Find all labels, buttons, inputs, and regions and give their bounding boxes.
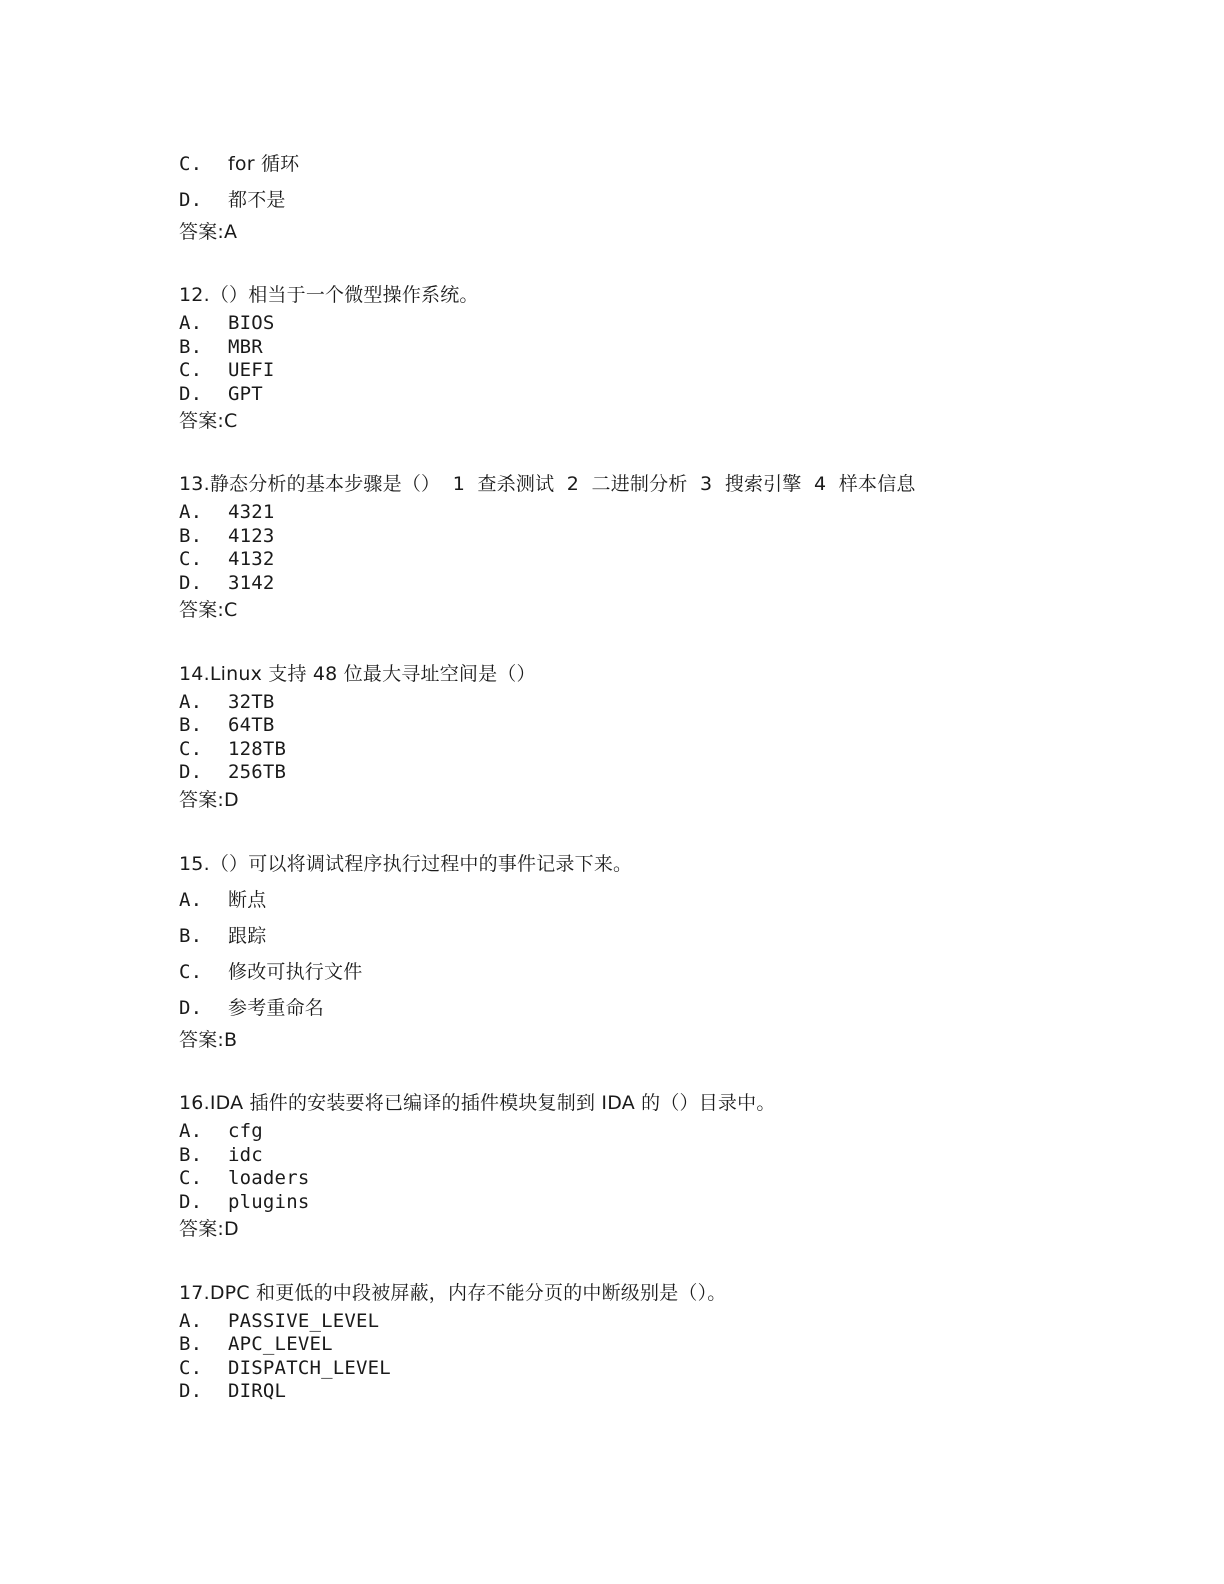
answer-line: 答案:C (179, 599, 238, 621)
option-letter: C. (179, 153, 203, 175)
option-line (179, 1166, 309, 1190)
option-text: plugins (228, 1191, 310, 1213)
option-letter: D. (179, 1191, 203, 1213)
option-line (179, 311, 275, 335)
option-letter: B. (179, 714, 203, 736)
option-text: 128TB (228, 738, 287, 760)
option-line (179, 152, 299, 176)
option-text: 4132 (228, 548, 275, 570)
option-text: MBR (228, 336, 263, 358)
option-text: 4321 (228, 501, 275, 523)
option-line (179, 547, 275, 571)
option-text: 32TB (228, 691, 275, 713)
option-letter: D. (179, 997, 203, 1019)
option-text: cfg (228, 1120, 263, 1142)
option-text: APC_LEVEL (228, 1333, 333, 1355)
option-text: DIRQL (228, 1380, 287, 1402)
answer-line: 答案:D (179, 789, 239, 811)
option-letter: D. (179, 383, 203, 405)
question-stem: 16.IDA 插件的安装要将已编译的插件模块复制到 IDA 的（）目录中。 (179, 1092, 776, 1114)
option-letter: D. (179, 1380, 203, 1402)
option-line (179, 500, 275, 524)
option-letter: A. (179, 889, 203, 911)
option-line (179, 1143, 263, 1167)
option-line (179, 713, 275, 737)
option-text: 都不是 (228, 189, 286, 211)
option-line (179, 1309, 379, 1333)
question-stem: 15.（）可以将调试程序执行过程中的事件记录下来。 (179, 853, 633, 875)
option-letter: C. (179, 1167, 203, 1189)
option-letter: A. (179, 501, 203, 523)
option-letter: B. (179, 925, 203, 947)
option-text: idc (228, 1144, 263, 1166)
option-text: BIOS (228, 312, 275, 334)
option-line (179, 924, 266, 948)
option-letter: C. (179, 548, 203, 570)
option-letter: B. (179, 1333, 203, 1355)
option-letter: A. (179, 312, 203, 334)
question-stem: 17.DPC 和更低的中段被屏蔽，内存不能分页的中断级别是（）。 (179, 1282, 727, 1304)
option-letter: A. (179, 1120, 203, 1142)
option-letter: D. (179, 572, 203, 594)
option-line (179, 335, 263, 359)
option-text: 3142 (228, 572, 275, 594)
question-stem: 12.（）相当于一个微型操作系统。 (179, 284, 479, 306)
option-text: 64TB (228, 714, 275, 736)
option-text: 跟踪 (228, 925, 267, 947)
option-letter: B. (179, 1144, 203, 1166)
option-text: 参考重命名 (228, 997, 325, 1019)
option-letter: C. (179, 961, 203, 983)
option-line (179, 382, 263, 406)
option-text: UEFI (228, 359, 275, 381)
option-text: 断点 (228, 889, 267, 911)
option-line (179, 1332, 333, 1356)
option-line (179, 996, 324, 1020)
option-line (179, 690, 275, 714)
option-text: DISPATCH_LEVEL (228, 1357, 391, 1379)
option-text: GPT (228, 383, 263, 405)
option-line (179, 1119, 263, 1143)
answer-line: 答案:D (179, 1218, 239, 1240)
option-line (179, 960, 362, 984)
option-line (179, 571, 275, 595)
option-text: 4123 (228, 525, 275, 547)
option-letter: B. (179, 336, 203, 358)
option-line (179, 188, 286, 212)
answer-line: 答案:C (179, 410, 238, 432)
option-letter: C. (179, 1357, 203, 1379)
question-stem: 14.Linux 支持 48 位最大寻址空间是（） (179, 663, 536, 685)
option-letter: B. (179, 525, 203, 547)
option-text: for 循环 (228, 153, 300, 175)
option-line (179, 888, 266, 912)
question-stem: 13.静态分析的基本步骤是（） 1 查杀测试 2 二进制分析 3 搜索引擎 4 样本信息 (179, 473, 916, 495)
option-text: 256TB (228, 761, 287, 783)
option-line (179, 760, 286, 784)
answer-line: 答案:B (179, 1029, 238, 1051)
option-line (179, 1190, 309, 1214)
option-line (179, 358, 275, 382)
option-letter: C. (179, 738, 203, 760)
answer-line: 答案:A (179, 221, 238, 243)
option-line (179, 737, 286, 761)
option-letter: D. (179, 761, 203, 783)
option-text: PASSIVE_LEVEL (228, 1310, 380, 1332)
option-letter: A. (179, 1310, 203, 1332)
option-text: loaders (228, 1167, 310, 1189)
option-line (179, 524, 275, 548)
option-letter: C. (179, 359, 203, 381)
option-line (179, 1379, 286, 1403)
option-letter: A. (179, 691, 203, 713)
option-line (179, 1356, 391, 1380)
option-letter: D. (179, 189, 203, 211)
option-text: 修改可执行文件 (228, 961, 363, 983)
